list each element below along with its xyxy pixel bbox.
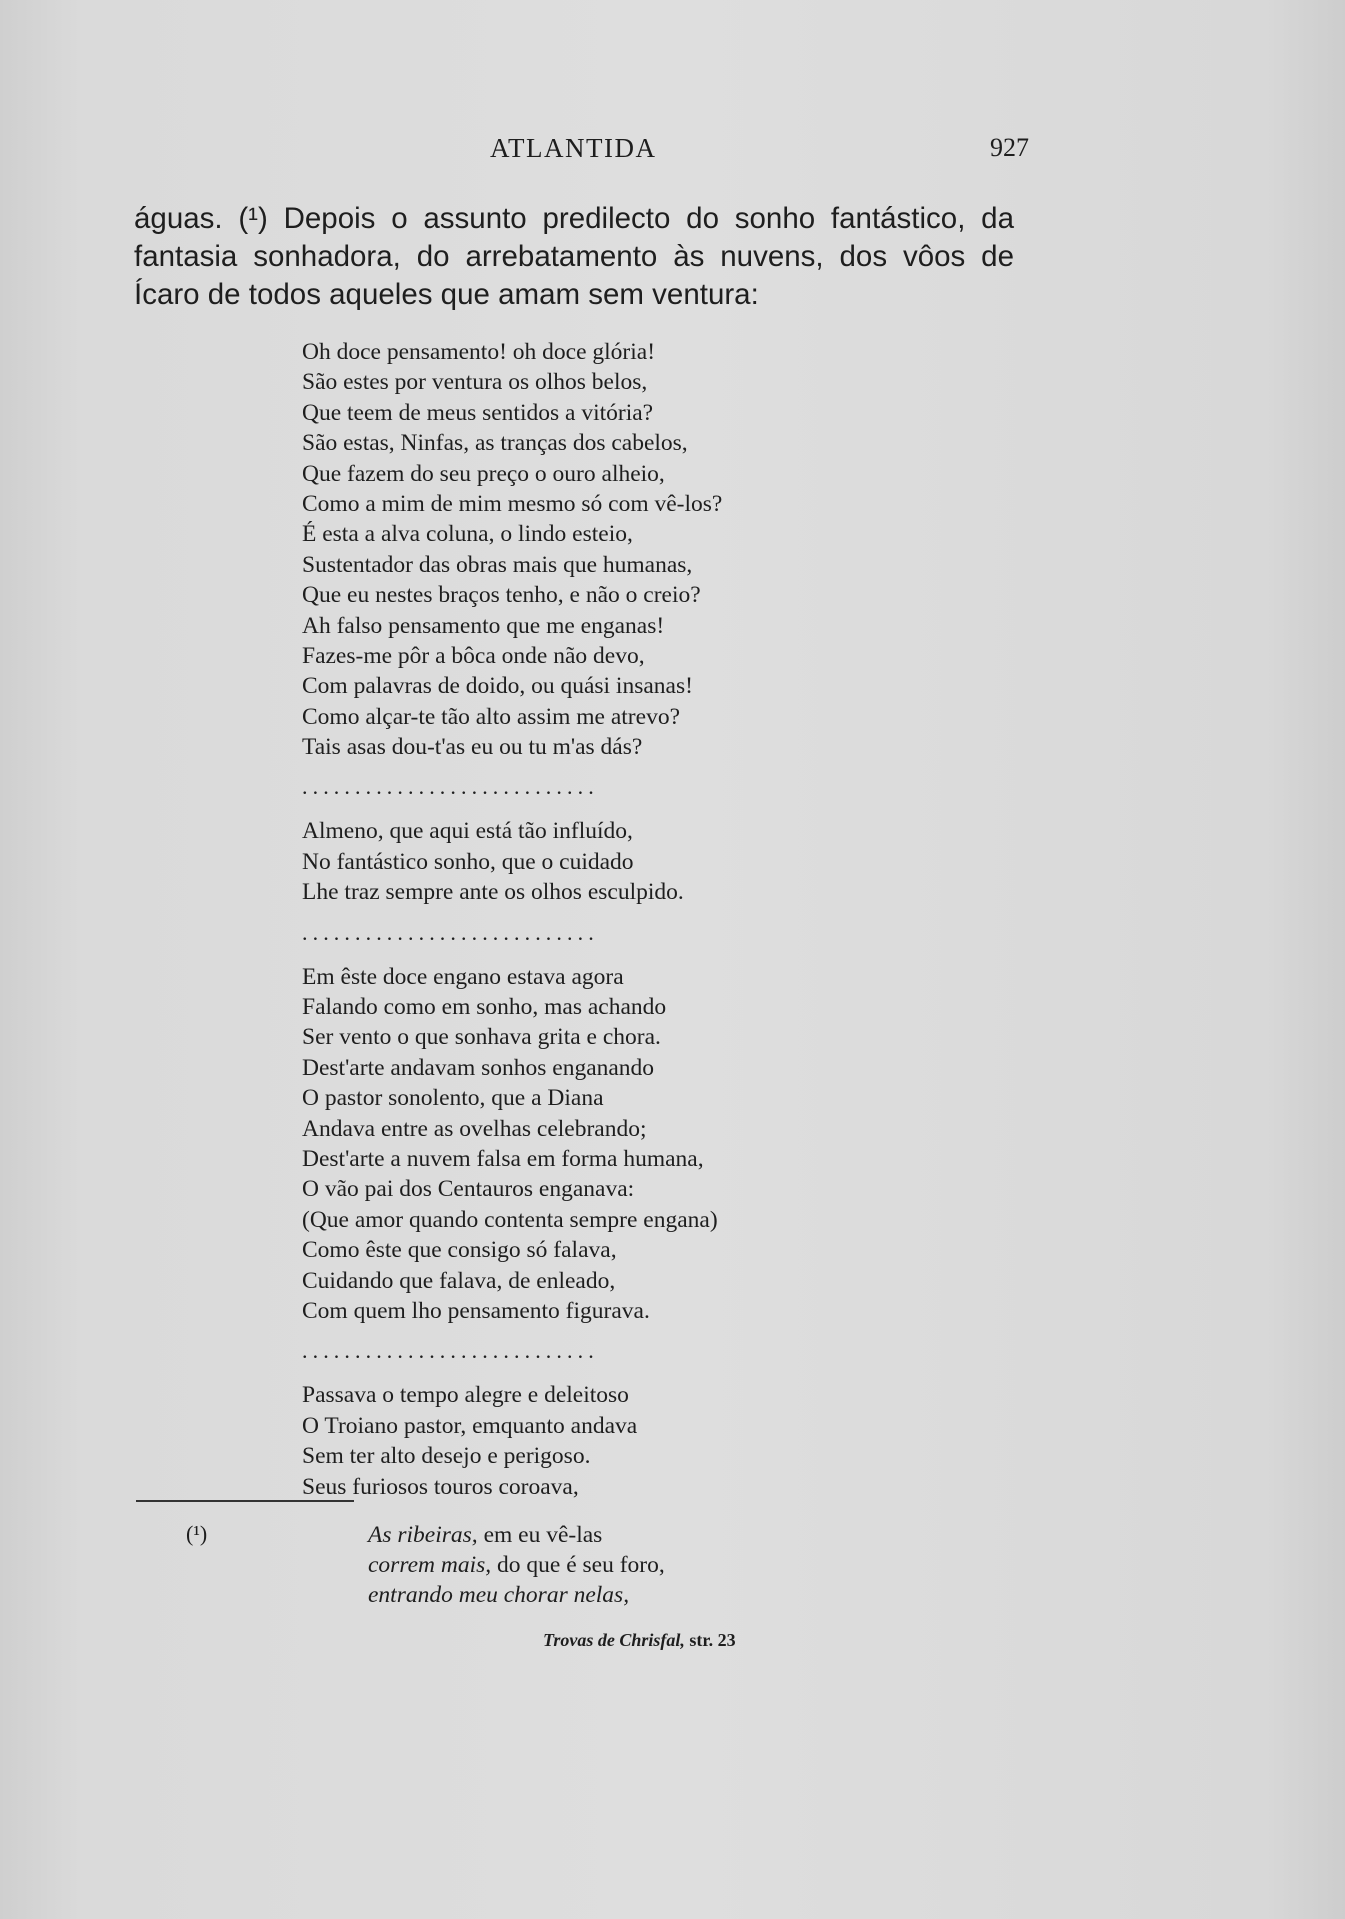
verse-line: Sem ter alto desejo e perigoso. bbox=[302, 1443, 591, 1470]
verse-line: Em êste doce engano estava agora bbox=[302, 963, 624, 990]
verse-line: No fantástico sonho, que o cuidado bbox=[302, 848, 634, 875]
running-head bbox=[0, 133, 1345, 173]
verse-line: Ser vento o que sonhava grita e chora. bbox=[302, 1024, 661, 1051]
ellipsis-dots: ............................ bbox=[302, 919, 599, 945]
footnote-line-rest: em eu vê-las bbox=[477, 1522, 603, 1548]
footnote-source bbox=[543, 1630, 736, 1651]
verse-line: O Troiano pastor, emquanto andava bbox=[302, 1412, 638, 1439]
footnote-rule bbox=[136, 1500, 354, 1502]
footnote-line-italic: entrando meu chorar nelas, bbox=[368, 1582, 630, 1608]
ellipsis-dots: ............................ bbox=[302, 774, 599, 800]
verse-line: Com palavras de doido, ou quási insanas! bbox=[302, 673, 693, 700]
verse-line: São estas, Ninfas, as tranças dos cabelos, bbox=[302, 430, 688, 457]
running-title: ATLANTIDA bbox=[490, 133, 657, 163]
verse-line: Dest'arte andavam sonhos enganando bbox=[302, 1054, 655, 1081]
verse-line: Como a mim de mim mesmo só com vê-los? bbox=[302, 490, 723, 517]
stanza-2 bbox=[302, 816, 862, 907]
verse-line: Lhe traz sempre ante os olhos esculpido. bbox=[302, 879, 684, 906]
footnote-marker: (¹) bbox=[186, 1521, 208, 1546]
verse-line: Fazes-me pôr a bôca onde não devo, bbox=[302, 642, 645, 669]
source-title: Trovas de Chrisfal, bbox=[543, 1630, 685, 1650]
poem-quotation bbox=[302, 337, 862, 1502]
verse-line: Com quem lho pensamento figurava. bbox=[302, 1297, 650, 1324]
verse-line: Passava o tempo alegre e deleitoso bbox=[302, 1382, 629, 1409]
stanza-1 bbox=[302, 337, 862, 762]
verse-line: Almeno, que aqui está tão influído, bbox=[302, 818, 633, 845]
page-number: 927 bbox=[990, 133, 1029, 162]
ellipsis-dots: ............................ bbox=[302, 1338, 599, 1364]
verse-line: Que fazem do seu preço o ouro alheio, bbox=[302, 460, 665, 487]
intro-line: águas. (¹) Depois o assunto predilecto do sonho fantástico, da bbox=[134, 202, 1014, 235]
verse-line: Oh doce pensamento! oh doce glória! bbox=[302, 339, 656, 365]
stanza-3 bbox=[302, 962, 862, 1327]
verse-line: Tais asas dou-t'as eu ou tu m'as dás? bbox=[302, 734, 643, 761]
stanza-4 bbox=[302, 1380, 862, 1502]
verse-line: Que eu nestes braços tenho, e não o creio? bbox=[302, 582, 701, 609]
footnote-verses bbox=[368, 1520, 665, 1610]
footnote-line bbox=[368, 1520, 665, 1550]
footnote-line bbox=[368, 1580, 665, 1610]
verse-line: É esta a alva coluna, o lindo esteio, bbox=[302, 521, 633, 548]
verse-line: Cuidando que falava, de enleado, bbox=[302, 1267, 616, 1294]
footnote-line-italic: As ribeiras, bbox=[368, 1522, 478, 1548]
verse-line: (Que amor quando contenta sempre engana) bbox=[302, 1206, 718, 1233]
footnote-line bbox=[368, 1550, 665, 1580]
verse-line: Como êste que consigo só falava, bbox=[302, 1237, 617, 1264]
intro-line: fantasia sonhadora, do arrebatamento às nuvens, dos vôos de bbox=[134, 240, 1014, 273]
verse-line: Seus furiosos touros coroava, bbox=[302, 1473, 579, 1500]
intro-line: Ícaro de todos aqueles que amam sem ventura: bbox=[134, 278, 759, 311]
source-ref: str. 23 bbox=[684, 1630, 736, 1650]
verse-line: Falando como em sonho, mas achando bbox=[302, 994, 667, 1021]
footnote-line-rest: do que é seu foro, bbox=[491, 1552, 665, 1578]
verse-line: Andava entre as ovelhas celebrando; bbox=[302, 1115, 647, 1142]
verse-line: Como alçar-te tão alto assim me atrevo? bbox=[302, 703, 680, 730]
verse-line: O vão pai dos Centauros enganava: bbox=[302, 1176, 635, 1203]
verse-line: O pastor sonolento, que a Diana bbox=[302, 1085, 604, 1112]
verse-line: Ah falso pensamento que me enganas! bbox=[302, 612, 665, 639]
footnote-line-italic: correm mais, bbox=[368, 1552, 492, 1578]
verse-line: São estes por ventura os olhos belos, bbox=[302, 369, 648, 396]
intro-paragraph bbox=[134, 200, 1014, 314]
verse-line: Dest'arte a nuvem falsa em forma humana, bbox=[302, 1145, 704, 1172]
verse-line: Sustentador das obras mais que humanas, bbox=[302, 551, 693, 578]
verse-line: Que teem de meus sentidos a vitória? bbox=[302, 399, 654, 426]
